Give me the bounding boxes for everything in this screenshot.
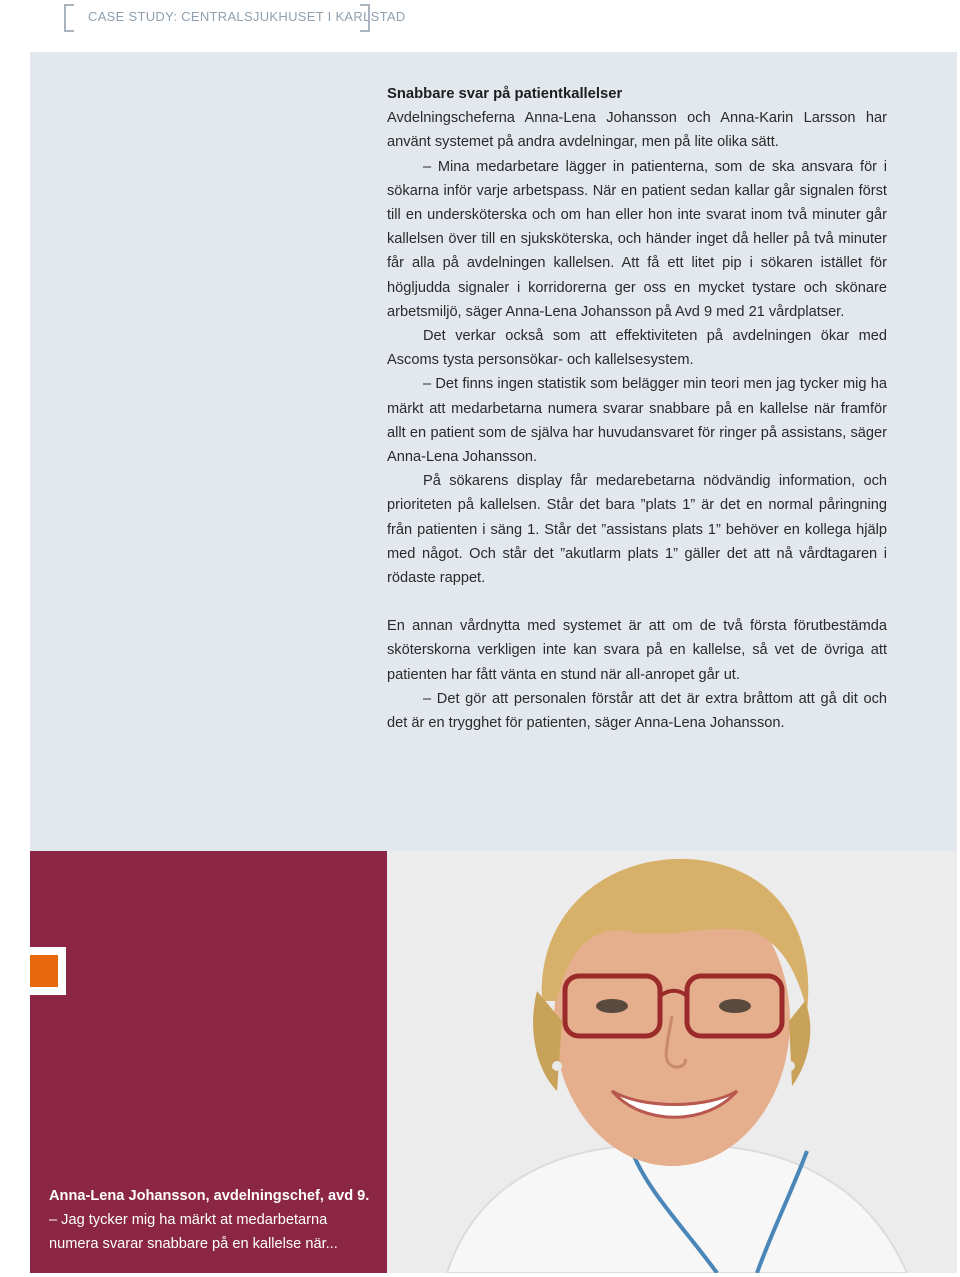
left-bracket-decoration: [64, 4, 74, 32]
caption-quote: – Jag tycker mig ha märkt at medarbetarna numera svarar snabbare på en kallelse när...: [49, 1212, 338, 1253]
portrait-illustration: [387, 851, 957, 1273]
paragraph-quote-2: – Det finns ingen statistik som belägger min teori men jag tycker mig ha märkt att medarbetarna numera svarar snabbare på en kallelse när framför allt en patient som de själva har huvudansvaret för ringer på assistans, säger Anna-Lena Johansson.: [387, 376, 887, 466]
article-heading: Snabbare svar på patientkallelser: [387, 86, 623, 102]
portrait-photo: [387, 851, 957, 1273]
bottom-section: [30, 851, 957, 1273]
paragraph-quote-3: – Det gör att personalen förstår att det är extra bråttom att gå dit och det är en trygghet för patienten, säger Anna-Lena Johansson.: [387, 690, 887, 732]
page-header: [64, 4, 406, 30]
paragraph-intro: Avdelningscheferna Anna-Lena Johansson och Anna-Karin Larsson har använt systemet på andra avdelningar, men på lite olika sätt.: [387, 110, 887, 151]
caption-panel: [30, 851, 387, 1273]
article-body: [387, 82, 887, 735]
header-title: CASE STUDY: CENTRALSJUKHUSET I KARLSTAD: [88, 9, 406, 24]
photo-caption: [49, 1184, 379, 1257]
right-bracket-decoration: [360, 4, 370, 32]
paragraph-display: På sökarens display får medarebetarna nödvändig information, och prioriteten på kallelsen. Står det bara ”plats 1” är det en normal påringning från patienten i säng 1. Står det ”assistans plats 1” behöver en kollega hjälp med något. Och står det ”akutlarm plats 1” gäller det att nå vårdtagaren i rödaste rappet.: [387, 473, 887, 587]
paragraph-efficiency: Det verkar också som att effektiviteten på avdelningen ökar med Ascoms tysta personsökar- och kallelsesystem.: [387, 328, 887, 369]
paragraph-quote-1: – Mina medarbetare lägger in patienterna, som de ska ansvara för i sökarna inför varje arbetspass. När en patient sedan kallar går signalen först till en undersköterska och om han eller hon inte svarat inom två minuter går kallelsen över till en sjuksköterska, och händer inget då heller på två minuter får alla på avdelningen kallelsen. Att få ett litet pip i sökaren istället för högljudda signaler i korridorerna ger oss en mycket tystare och skönare arbetsmiljö, säger Anna-Lena Johansson på Avd 9 med 21 vårdplatser.: [387, 158, 887, 320]
caption-name: Anna-Lena Johansson, avdelningschef, avd 9.: [49, 1188, 370, 1204]
paragraph-care-benefit: En annan vårdnytta med systemet är att om de två första förutbestämda sköterskorna verkligen inte kan svara på en kallelse, så vet de övriga att patienten har fått vänta en stund när all-anropet går ut.: [387, 618, 887, 683]
article-panel: [30, 52, 957, 851]
orange-square-icon: [30, 955, 58, 987]
accent-marker: [30, 947, 66, 995]
